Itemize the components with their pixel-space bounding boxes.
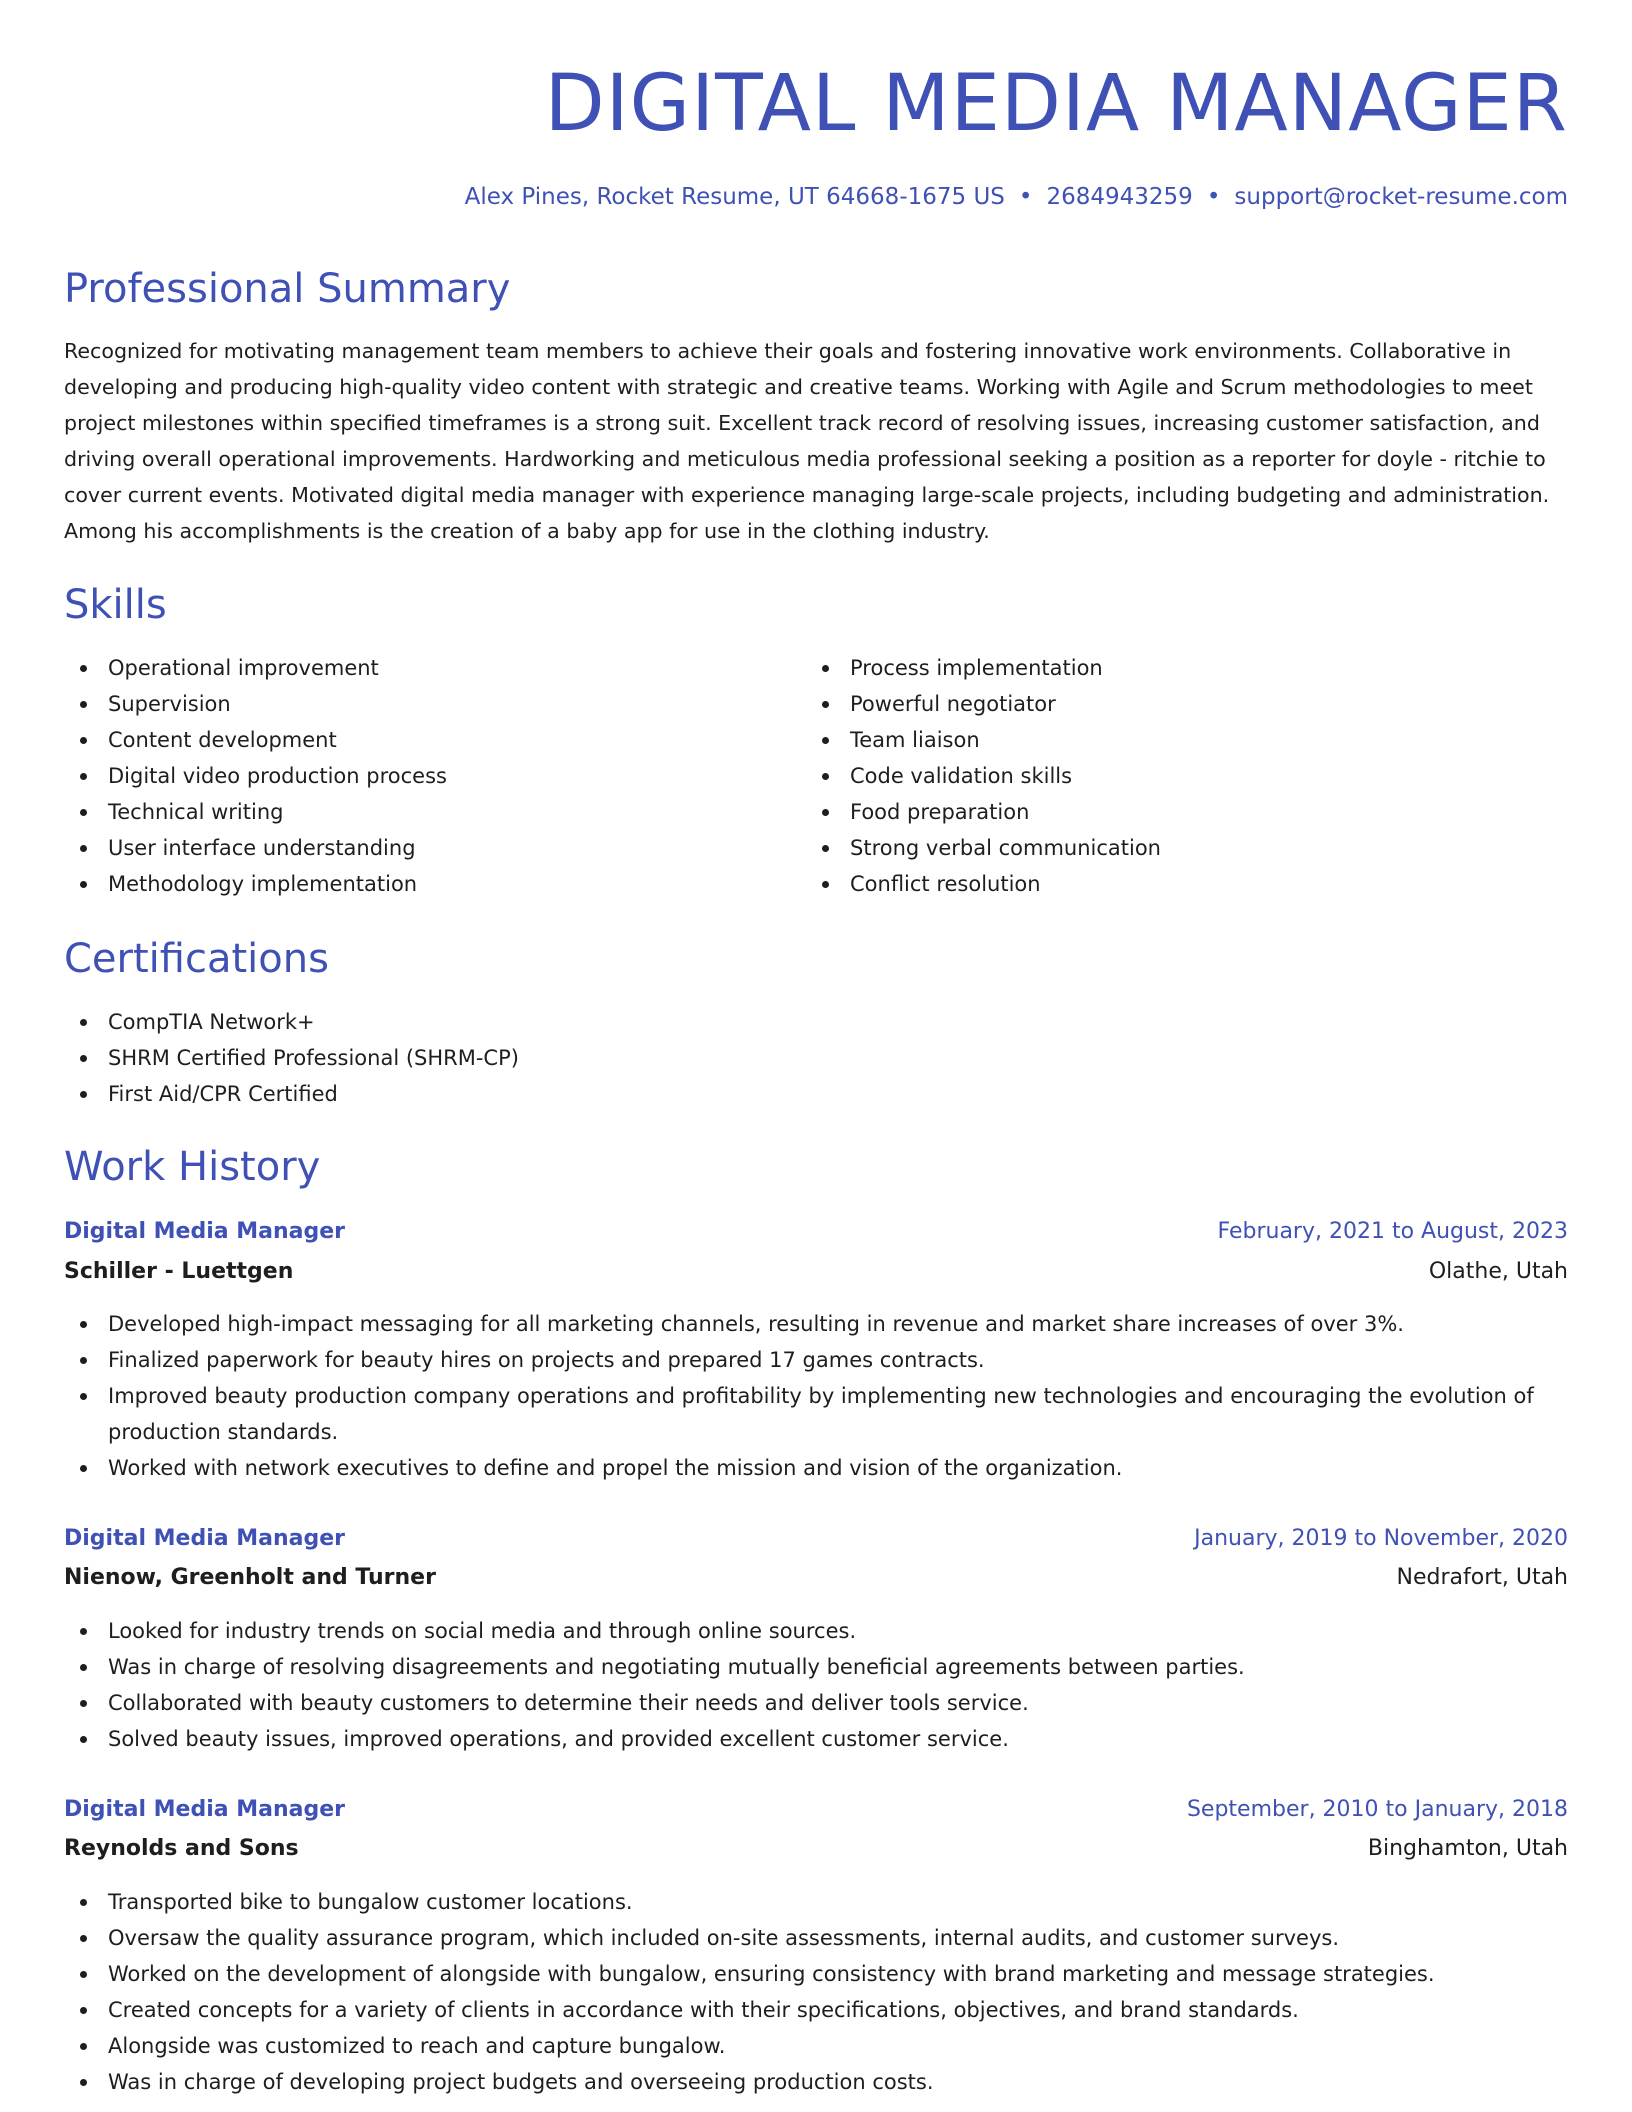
contact-address: Alex Pines, Rocket Resume, UT 64668-1675 US xyxy=(464,184,1005,210)
job-location: Nedrafort, Utah xyxy=(1396,1565,1568,1590)
certifications-list xyxy=(64,1004,1568,1112)
job-title: Digital Media Manager xyxy=(64,1219,346,1244)
list-item: Powerful negotiator xyxy=(806,686,1546,722)
list-item: User interface understanding xyxy=(64,830,804,866)
contact-phone[interactable]: 2684943259 xyxy=(1046,184,1193,210)
job-employer xyxy=(64,1558,1568,1598)
list-item: Collaborated with beauty customers to determine their needs and deliver tools service. xyxy=(64,1685,1568,1721)
list-item: Conflict resolution xyxy=(806,866,1546,902)
contact-email[interactable]: support@rocket-resume.com xyxy=(1234,184,1568,210)
resume-page xyxy=(64,0,1568,2112)
skills-list-left xyxy=(64,650,804,902)
list-item: Strong verbal communication xyxy=(806,830,1546,866)
list-item: Methodology implementation xyxy=(64,866,804,902)
list-item: Team liaison xyxy=(806,722,1546,758)
list-item: Solved beauty issues, improved operations, and provided excellent customer service. xyxy=(64,1721,1568,1757)
list-item: Developed high-impact messaging for all marketing channels, resulting in revenue and market share increases of over 3%. xyxy=(64,1306,1568,1342)
list-item: Operational improvement xyxy=(64,650,804,686)
job-bullets xyxy=(64,1884,1568,2100)
list-item: Technical writing xyxy=(64,794,804,830)
list-item: Code validation skills xyxy=(806,758,1546,794)
summary-text: Recognized for motivating management team members to achieve their goals and fostering innovative work environments. Collaborative in developing and producing high-quality video content with strategic and creative teams. Working with Agile and Scrum methodologies to meet project milestones within specified timeframes is a strong suit. Excellent track record of resolving issues, increasing customer satisfaction, and driving overall operational improvements. Hardworking and meticulous media professional seeking a position as a reporter for doyle - ritchie to cover current events. Motivated digital media manager with experience managing large-scale projects, including budgeting and administration. Among his accomplishments is the creation of a baby app for use in the clothing industry. xyxy=(64,339,1550,543)
job-dates: September, 2010 to January, 2018 xyxy=(1186,1797,1568,1822)
list-item: Worked on the development of alongside with bungalow, ensuring consistency with brand marketing and message strategies. xyxy=(64,1956,1568,1992)
list-item: Created concepts for a variety of clients in accordance with their specifications, objectives, and brand standards. xyxy=(64,1992,1568,2028)
list-item: CompTIA Network+ xyxy=(64,1004,1568,1040)
list-item: Content development xyxy=(64,722,804,758)
work-history-heading: Work History xyxy=(64,1144,321,1190)
skills-heading: Skills xyxy=(64,582,167,628)
job-bullets xyxy=(64,1613,1568,1757)
skills-list-right xyxy=(806,650,1546,902)
contact-separator: • xyxy=(1206,184,1221,210)
job-location: Binghamton, Utah xyxy=(1367,1836,1568,1861)
list-item: Food preparation xyxy=(806,794,1546,830)
job-header xyxy=(64,1519,1568,1559)
list-item: Improved beauty production company operations and profitability by implementing new technologies and encouraging the evolution of production standards. xyxy=(64,1378,1568,1450)
list-item: Worked with network executives to define and propel the mission and vision of the organization. xyxy=(64,1450,1568,1486)
job-employer xyxy=(64,1252,1568,1292)
job-company: Schiller - Luettgen xyxy=(64,1259,294,1284)
list-item: Was in charge of developing project budgets and overseeing production costs. xyxy=(64,2064,1568,2100)
list-item: Digital video production process xyxy=(64,758,804,794)
list-item: Process implementation xyxy=(806,650,1546,686)
certifications-heading: Certifications xyxy=(64,936,329,982)
list-item: Finalized paperwork for beauty hires on projects and prepared 17 games contracts. xyxy=(64,1342,1568,1378)
job-title: Digital Media Manager xyxy=(64,1526,346,1551)
summary-heading: Professional Summary xyxy=(64,266,511,312)
job-location: Olathe, Utah xyxy=(1428,1259,1568,1284)
list-item: Was in charge of resolving disagreements and negotiating mutually beneficial agreements between parties. xyxy=(64,1649,1568,1685)
list-item: Alongside was customized to reach and capture bungalow. xyxy=(64,2028,1568,2064)
job-dates: February, 2021 to August, 2023 xyxy=(1217,1219,1568,1244)
list-item: Oversaw the quality assurance program, which included on-site assessments, internal audits, and customer surveys. xyxy=(64,1920,1568,1956)
list-item: Looked for industry trends on social media and through online sources. xyxy=(64,1613,1568,1649)
job-title: Digital Media Manager xyxy=(64,1797,346,1822)
list-item: First Aid/CPR Certified xyxy=(64,1076,1568,1112)
job-company: Reynolds and Sons xyxy=(64,1836,299,1861)
list-item: Transported bike to bungalow customer locations. xyxy=(64,1884,1568,1920)
job-bullets xyxy=(64,1306,1568,1486)
contact-line xyxy=(465,180,1568,214)
job-employer xyxy=(64,1829,1568,1869)
job-header xyxy=(64,1212,1568,1252)
page-title: DIGITAL MEDIA MANAGER xyxy=(544,59,1568,149)
contact-separator: • xyxy=(1018,184,1033,210)
job-header xyxy=(64,1790,1568,1830)
list-item: Supervision xyxy=(64,686,804,722)
list-item: SHRM Certified Professional (SHRM-CP) xyxy=(64,1040,1568,1076)
job-company: Nienow, Greenholt and Turner xyxy=(64,1565,436,1590)
job-dates: January, 2019 to November, 2020 xyxy=(1194,1526,1568,1551)
